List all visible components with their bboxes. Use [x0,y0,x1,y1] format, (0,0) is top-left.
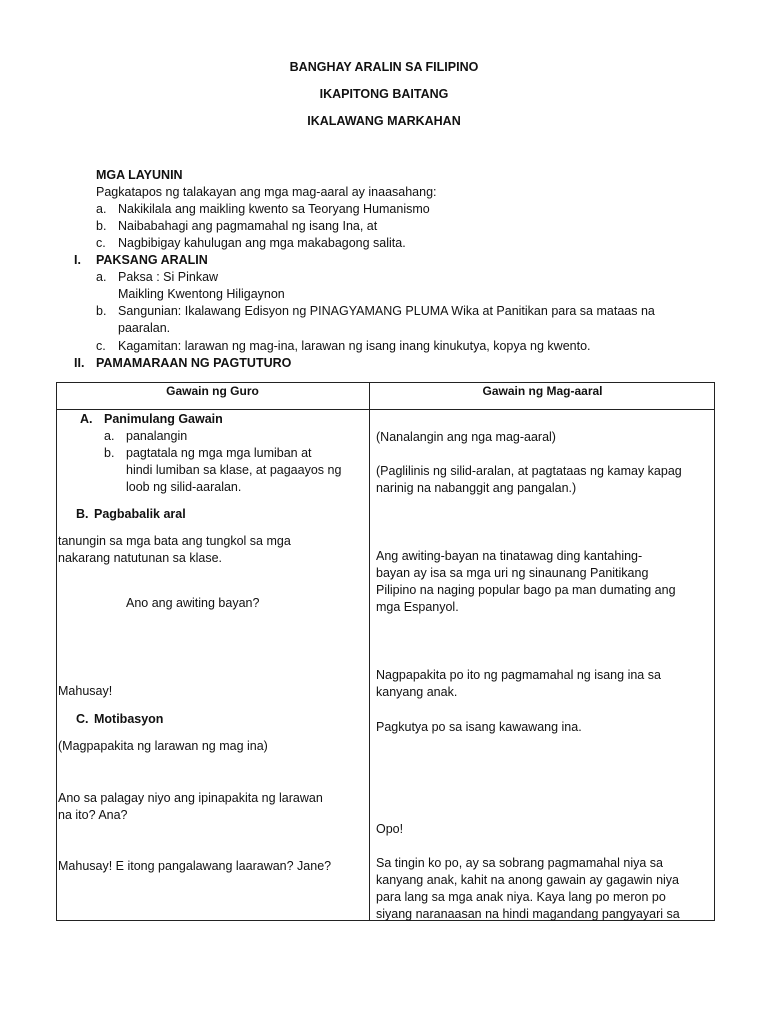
layunin-intro: Pagkatapos ng talakayan ang mga mag-aaral ay inaasahang: [96,185,437,199]
response-opo: Opo! [376,822,404,836]
layunin-marker-b: b. [96,219,107,233]
paksa-item-a-line2: Maikling Kwentong Hiligaynon [118,287,285,301]
layunin-heading: MGA LAYUNIN [96,168,183,182]
paksa-item-a-line1: Paksa : Si Pinkaw [118,270,219,284]
response-sa-tingin-line1: Sa tingin ko po, ay sa sobrang pagmamahal niya sa [376,856,663,870]
response-pagmamahal-line2: kanyang anak. [376,685,458,699]
section-a-heading: Panimulang Gawain [104,412,223,426]
paksa-marker-c: c. [96,339,106,353]
col-header-guro: Gawain ng Guro [166,384,259,398]
section-b-marker: B. [76,507,89,521]
question-larawan-line1: Ano sa palagay niyo ang ipinapakita ng larawan [58,791,323,805]
layunin-marker-a: a. [96,202,107,216]
response-sa-tingin-line2: kanyang anak, kahit na anong gawain ay gagawin niya [376,873,679,887]
response-sa-tingin-line4: siyang naranaasan na hindi magandang pangyayari sa [376,907,680,921]
table-column-divider [369,382,370,921]
response-awiting-bayan-line2: bayan ay isa sa mga uri ng sinaunang Panitikang [376,566,649,580]
table-header-divider [56,409,715,410]
section-b-heading: Pagbabalik aral [94,507,186,521]
section-a-item-b-marker: b. [104,446,115,460]
doc-subtitle-quarter: IKALAWANG MARKAHAN [307,114,461,128]
pamamaraan-heading: PAMAMARAAN NG PAGTUTURO [96,356,292,370]
section-c-text: (Magpapakita ng larawan ng mag ina) [58,739,268,753]
section-b-text-line2: nakarang natutunan sa klase. [58,551,223,565]
layunin-item-c: Nagbibigay kahulugan ang mga makabagong salita. [118,236,406,250]
section-c-marker: C. [76,712,89,726]
paksa-marker-a: a. [96,270,107,284]
doc-title: BANGHAY ARALIN SA FILIPINO [289,60,479,74]
response-pagkutya: Pagkutya po sa isang kawawang ina. [376,720,582,734]
response-paglilinis-line2: narinig na nabanggit ang pangalan.) [376,481,577,495]
response-awiting-bayan-line1: Ang awiting-bayan na tinatawag ding kantahing- [376,549,643,563]
layunin-item-a: Nakikilala ang maikling kwento sa Teoryang Humanismo [118,202,430,216]
response-paglilinis-line1: (Paglilinis ng silid-aralan, at pagtataas ng kamay kapag [376,464,682,478]
paksa-item-b-line1: Sangunian: Ikalawang Edisyon ng PINAGYAMANG PLUMA Wika at Panitikan para sa mataas na [118,304,655,318]
section-a-marker: A. [80,412,93,426]
question-larawan-line2: na ito? Ana? [58,808,128,822]
response-awiting-bayan-line4: mga Espanyol. [376,600,459,614]
layunin-item-b: Naibabahagi ang pagmamahal ng isang Ina, at [118,219,378,233]
section-a-item-b-line3: loob ng silid-aaralan. [126,480,242,494]
section-a-item-b-line1: pagtatala ng mga mga lumiban at [126,446,312,460]
paksa-marker: I. [74,253,81,267]
response-pagmamahal-line1: Nagpapakita po ito ng pagmamahal ng isang ina sa [376,668,661,682]
pamamaraan-marker: II. [74,356,85,370]
section-a-item-b-line2: hindi lumiban sa klase, at pagaayos ng [126,463,342,477]
section-a-item-a: panalangin [126,429,188,443]
response-panalangin: (Nanalangin ang nga mag-aaral) [376,430,556,444]
question-awiting-bayan: Ano ang awiting bayan? [126,596,260,610]
paksa-item-c-line1: Kagamitan: larawan ng mag-ina, larawan ng isang inang kinukutya, kopya ng kwento. [118,339,591,353]
paksa-heading: PAKSANG ARALIN [96,253,208,267]
section-a-item-a-marker: a. [104,429,115,443]
response-awiting-bayan-line3: Pilipino na naging popular bago pa man dumating ang [376,583,676,597]
praise-mahusay: Mahusay! [58,684,113,698]
question-pangalawang-larawan: Mahusay! E itong pangalawang laarawan? Jane? [58,859,332,873]
paksa-item-b-line2: paaralan. [118,321,171,335]
doc-subtitle-grade: IKAPITONG BAITANG [319,87,449,101]
section-c-heading: Motibasyon [94,712,164,726]
response-sa-tingin-line3: para lang sa mga anak niya. Kaya lang po meron po [376,890,666,904]
section-b-text-line1: tanungin sa mga bata ang tungkol sa mga [58,534,291,548]
paksa-marker-b: b. [96,304,107,318]
layunin-marker-c: c. [96,236,106,250]
col-header-mag-aaral: Gawain ng Mag-aaral [482,384,603,398]
